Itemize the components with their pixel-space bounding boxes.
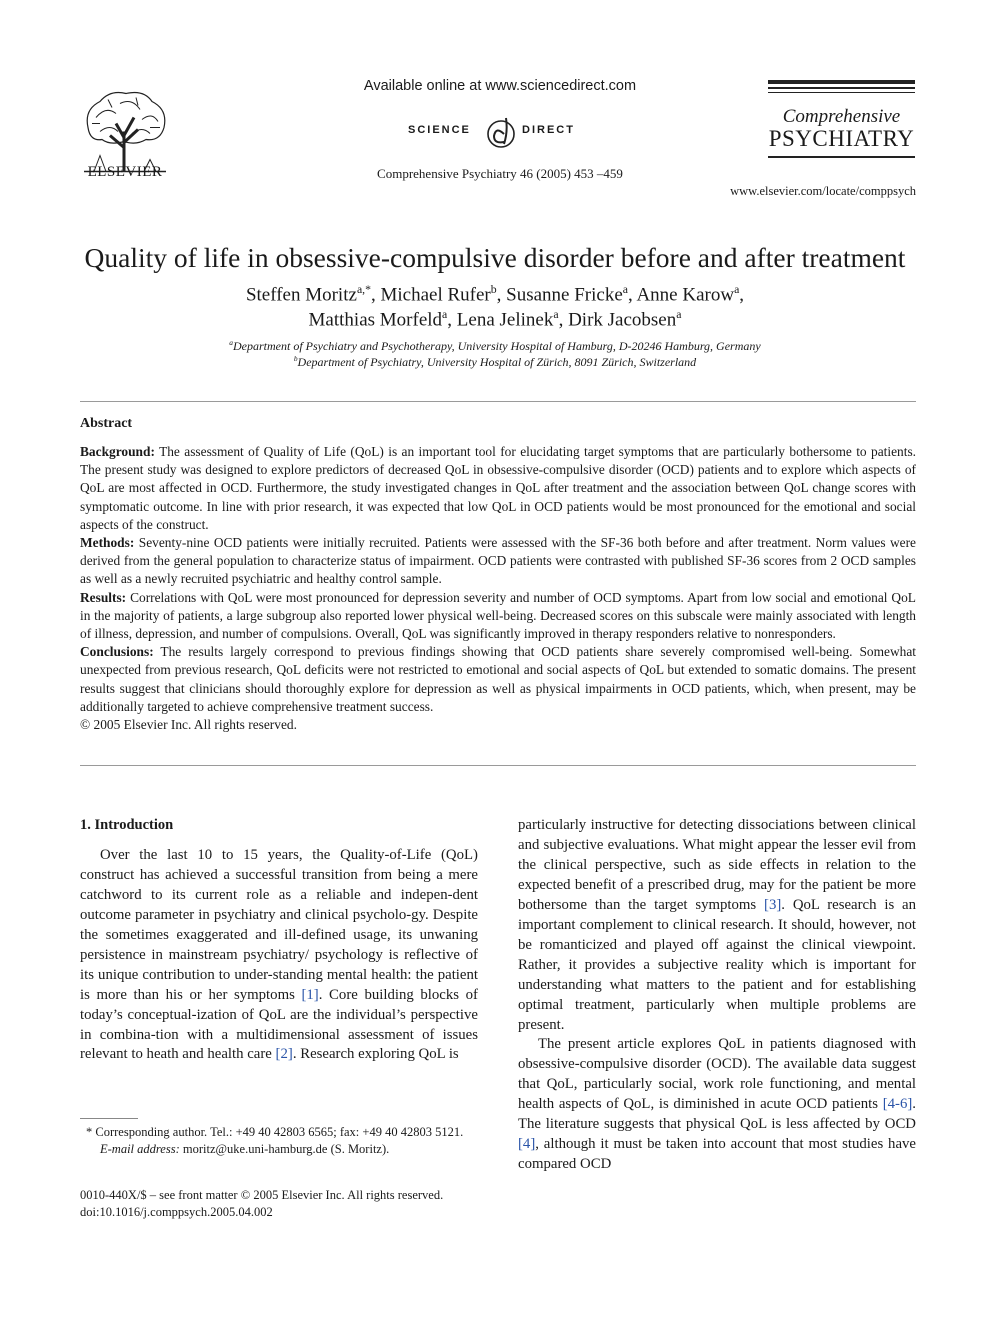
citation-link-2[interactable]: [2] [275, 1046, 293, 1063]
author-affiliation-mark: a [734, 283, 740, 296]
author-separator: , [558, 309, 569, 331]
journal-brand-rules [768, 80, 915, 93]
author-name: Matthias Morfeld [308, 309, 443, 331]
author-separator: , [496, 284, 507, 306]
body-column-right [518, 816, 916, 1175]
affiliation-a-text: Department of Psychiatry and Psychotherapy, University Hospital of Hamburg, D-20246 Hamburg, Germany [233, 339, 761, 353]
corresponding-author-note: * Corresponding author. Tel.: +49 40 42803 6565; fax: +49 40 42803 5121. [86, 1125, 464, 1139]
author-separator: , [447, 309, 457, 331]
intro-p1-cont-text-a: particularly instructive for detecting dissociations between clinical and subjective evaluations. What might appear the lesser evil from the clinical perspective, such as side effects in relation to the expected benefit of a prescribed drug, may for the patient be more bothersome than the target symptoms [518, 817, 916, 913]
abstract-background [80, 443, 916, 534]
journal-url-link[interactable]: www.elsevier.com/locate/comppsych [730, 184, 916, 198]
citation-link-3[interactable]: [3] [764, 896, 782, 913]
author-name: Lena Jelinek [456, 309, 554, 331]
abstract-conclusions-text: The results largely correspond to previous findings showing that OCD patients share severely compromised well-being. Somewhat unexpected from previous research, QoL deficits were not restricted to emotional and social aspects of QoL but extended to somatic domains. The present results suggest that clinicians should thoroughly explore for depression as well as physical impairments in OCD patients, which, when present, may be additionally targeted to achieve comprehensive treatment success. [80, 644, 916, 714]
sciencedirect-right-text: DIRECT [522, 124, 575, 136]
section-heading: 1. Introduction [80, 817, 174, 833]
abstract-methods-label: Methods: [80, 535, 135, 551]
intro-paragraph-2 [518, 1035, 916, 1175]
affiliation-a [60, 338, 930, 354]
email-note [80, 1141, 478, 1158]
author-affiliation-mark: a,* [356, 283, 371, 296]
intro-p2-text-c: , although it must be taken into account that most studies have compared OCD [518, 1136, 916, 1173]
footnote-block [80, 1124, 478, 1158]
author-affiliation-mark: a [553, 308, 559, 321]
affiliation-a-mark: a [229, 338, 233, 347]
abstract-conclusions-label: Conclusions: [80, 644, 154, 660]
abstract-copyright: © 2005 Elsevier Inc. All rights reserved. [80, 717, 297, 733]
abstract-background-text: The assessment of Quality of Life (QoL) is an important tool for elucidating target symptoms that are particularly bothersome to patients. The present study was designed to explore predictors of decreased QoL in obsessive-compulsive disorder (OCD) patients and to explore which aspects of QoL are most affected in OCD. Furthermore, the study investigated changes in QoL after treatment and the association between QoL change scores with symptomatic outcome. In line with prior research, it was expected that low QoL in OCD patients would be most pronounced for the emotional and social aspects of the construct. [80, 444, 917, 532]
intro-paragraph-1 [80, 846, 478, 1065]
body-column-left [80, 816, 478, 1065]
author-separator: , [370, 284, 381, 306]
abstract-methods-text: Seventy-nine OCD patients were initially recruited. Patients were assessed with the SF-36 both before and after treatment. Norm values were derived from the general population to characterize status of impairment. OCD patients were contrasted with published SF-36 scores from 2 OCD samples as well as a newly recruited psychiatric and healthy control sample. [80, 535, 916, 587]
author-affiliation-mark: a [676, 308, 682, 321]
available-online-text: Available online at www.sciencedirect.com [363, 78, 637, 94]
affiliation-b-text: Department of Psychiatry, University Hospital of Zürich, 8091 Zürich, Switzerland [297, 355, 697, 369]
abstract-top-divider [80, 401, 916, 402]
sciencedirect-left-text: SCIENCE [408, 124, 471, 136]
author-affiliation-mark: a [442, 308, 448, 321]
abstract-conclusions [80, 643, 916, 716]
author-list-line2 [60, 308, 930, 331]
abstract-methods [80, 534, 916, 589]
abstract-body [80, 443, 916, 734]
intro-p1-text-c: . Research exploring QoL is [292, 1046, 459, 1063]
author-affiliation-mark: a [622, 283, 628, 296]
author-name: Susanne Fricke [506, 284, 623, 306]
publisher-name: ELSEVIER [87, 164, 163, 180]
abstract-heading: Abstract [80, 416, 133, 431]
citation-link-4[interactable]: [4] [518, 1136, 536, 1153]
intro-p2-text-b: . The literature suggests that physical QoL is less affected by OCD [518, 1096, 916, 1133]
abstract-background-label: Background: [80, 444, 155, 459]
email-label: E-mail address: [100, 1142, 180, 1156]
article-title: Quality of life in obsessive-compulsive disorder before and after treatment [84, 242, 906, 273]
journal-brand-line2: PSYCHIATRY [768, 126, 915, 151]
footnote-divider [80, 1118, 138, 1119]
email-address-link[interactable]: moritz@uke.uni-hamburg.de (S. Moritz). [182, 1142, 390, 1156]
affiliation-b [60, 354, 930, 370]
author-separator: , [628, 284, 637, 306]
intro-p1-text-a: Over the last 10 to 15 years, the Quality-of-Life (QoL) construct has achieved a successful transition from being a mere catchword to its current role as a reliable and indepen-dent outcome parameter in psychiatry and clinical psycholo-gy. Despite the sometimes exaggerated and ill-defined usage, its unwaning persistence in mainstream psychiatry/ psychology is reflective of its unique contribution to under-standing mental health: the patient is more than his or her symptoms [80, 846, 478, 1003]
intro-p1-text-b: . Core building blocks of today’s conceptual-ization of QoL are the individual’s perspective in combina-tion with a multidimensional assessment of issues relevant to heath and health care [80, 986, 478, 1063]
intro-paragraph-1-continued [518, 816, 916, 1035]
author-name: Dirk Jacobsen [568, 309, 677, 331]
citation-link-4-6[interactable]: [4-6] [882, 1096, 913, 1113]
abstract-bottom-divider [80, 765, 916, 766]
author-list-line1 [60, 283, 930, 306]
author-name: Anne Karow [636, 284, 735, 306]
author-name: Steffen Moritz [245, 284, 357, 306]
affiliation-b-mark: b [293, 354, 298, 363]
intro-p1-cont-text-b: . QoL research is an important complement to clinical research. It should, however, not be romanticized and played off against the clinical viewpoint. Rather, it provides a subjective reality which is important for understanding what matters to the patient and for establishing optimal treatment, particularly when multiple problems are present. [518, 896, 917, 1033]
abstract-results-text: Correlations with QoL were most pronounced for depression severity and number of OCD symptoms. Apart from low social and emotional QoL in the majority of patients, a large subgroup also reported lower physical well-being. Decreased scores on this subscale were mainly associated with length of illness, depression, and number of compulsions. Overall, QoL was significantly improved in therapy responders relative to nonresponders. [80, 589, 916, 642]
author-separator: , [739, 284, 745, 306]
author-name: Michael Rufer [380, 284, 491, 306]
journal-reference: Comprehensive Psychiatry 46 (2005) 453 –459 [377, 166, 623, 181]
journal-brand-line1: Comprehensive [782, 106, 901, 127]
journal-brand-underline [768, 156, 915, 158]
front-matter-block [80, 1187, 478, 1221]
sciencedirect-d-icon [484, 112, 518, 152]
sciencedirect-logo [400, 112, 600, 154]
intro-p2-text-a: The present article explores QoL in patients diagnosed with obsessive-compulsive disorder (OCD). The available data suggest that QoL, particularly social, work role functioning, and mental health aspects of QoL, is diminished in acute OCD patients [518, 1036, 916, 1113]
doi-link[interactable]: doi:10.1016/j.comppsych.2005.04.002 [80, 1205, 273, 1219]
abstract-results [80, 589, 916, 644]
author-affiliation-mark: b [490, 283, 497, 296]
front-matter-note: 0010-440X/$ – see front matter © 2005 Elsevier Inc. All rights reserved. [80, 1188, 444, 1202]
abstract-results-label: Results: [80, 589, 127, 605]
citation-link-1[interactable]: [1] [301, 986, 319, 1003]
